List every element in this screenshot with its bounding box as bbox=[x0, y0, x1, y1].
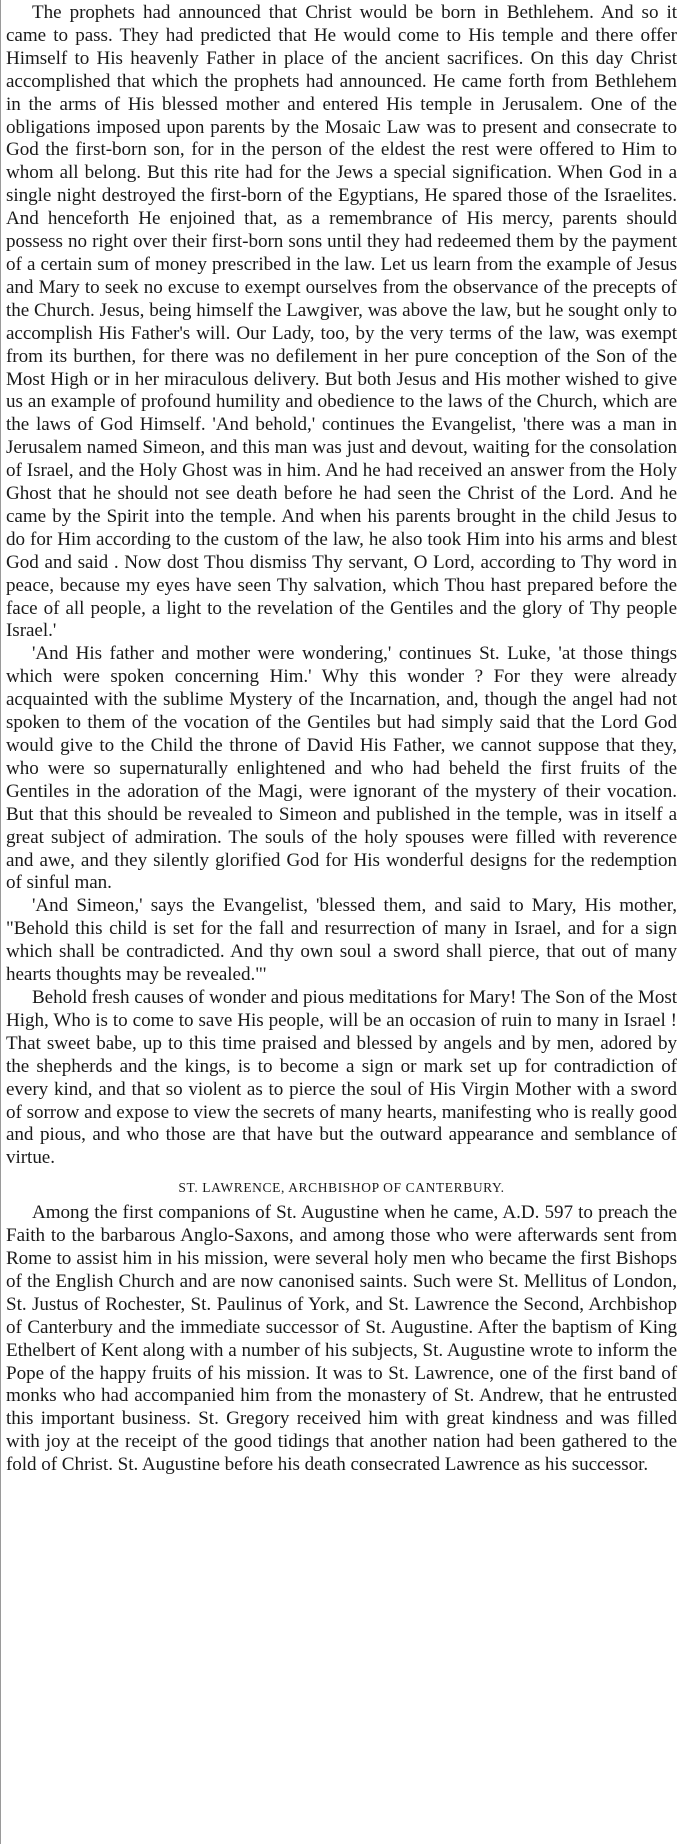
paragraph-meditations-for-mary: Behold fresh causes of wonder and pious meditations for Mary! The Son of the Most High, Who is to come to save His people, will be an occasion of ruin to many in Israel ! That sweet babe, up to this time praised and blessed by angels and by men, adored by the shepherds and the kings, is to become a sign or mark set up for contradiction of every kind, and that so violent as to pierce the soul of His Virgin Mother with a sword of sorrow and expose to view the secrets of many hearts, manifesting who is really good and pious, and who those are that have but the outward appearance and semblance of virtue. bbox=[6, 986, 677, 1169]
paragraph-st-lawrence: Among the first companions of St. Augustine when he came, A.D. 597 to preach the Faith to the barbarous Anglo-Saxons, and among those who were afterwards sent from Rome to assist him in his mission, were several holy men who became the first Bishops of the English Church and are now canonised saints. Such were St. Mellitus of London, St. Justus of Rochester, St. Paulinus of York, and St. Lawrence the Second, Archbishop of Canterbury and the immediate successor of St. Augustine. After the baptism of King Ethelbert of Kent along with a number of his subjects, St. Augustine wrote to inform the Pope of the happy fruits of his mission. It was to St. Lawrence, one of the first band of monks who had accompanied him from the monastery of St. Andrew, that he entrusted this important business. St. Gregory received him with great kindness and was filled with joy at the receipt of the good tidings that another nation had been gathered to the fold of Christ. St. Augustine before his death consecrated Lawrence as his successor. bbox=[6, 1202, 677, 1476]
paragraph-presentation-in-temple: The prophets had announced that Christ would be born in Bethlehem. And so it came to pass. They had predicted that He would come to His temple and there offer Himself to His heavenly Father in place of the ancient sacrifices. On this day Christ accomplished that which the prophets had announced. He came forth from Bethlehem in the arms of His blessed mother and entered His temple in Jerusalem. One of the obligations imposed upon parents by the Mosaic Law was to present and consecrate to God the first-born son, for in the person of the eldest the rest were offered to Him to whom all belong. But this rite had for the Jews a special signification. When God in a single night destroyed the first-born of the Egyptians, He spared those of the Israelites. And henceforth He enjoined that, as a remembrance of His mercy, parents should possess no right over their first-born sons until they had redeemed them by the payment of a certain sum of money prescribed in the law. Let us learn from the example of Jesus and Mary to seek no excuse to exempt ourselves from the observance of the precepts of the Church. Jesus, being himself the Lawgiver, was above the law, but he sought only to accomplish His Father's will. Our Lady, too, by the very terms of the law, was exempt from its burthen, for there was no defilement in her pure conception of the Son of the Most High or in her miraculous delivery. But both Jesus and His mother wished to give us an example of profound humility and obedience to the laws of the Church, which are the laws of God Himself. 'And behold,' continues the Evangelist, 'there was a man in Jerusalem named Simeon, and this man was just and devout, waiting for the consolation of Israel, and the Holy Ghost was in him. And he had received an answer from the Holy Ghost that he should not see death before he had seen the Christ of the Lord. And he came by the Spirit into the temple. And when his parents brought in the child Jesus to do for Him according to the custom of the law, he also took Him into his arms and blest God and said . Now dost Thou dismiss Thy servant, O Lord, according to Thy word in peace, because my eyes have seen Thy salvation, which Thou hast prepared before the face of all people, a light to the revelation of the Gentiles and the glory of Thy people Israel.' bbox=[6, 2, 677, 642]
paragraph-wondering-parents: 'And His father and mother were wondering,' continues St. Luke, 'at those things which were spoken concerning Him.' Why this wonder ? For they were already acquainted with the sublime Mystery of the Incarnation, and, though the angel had not spoken to them of the vocation of the Gentiles but had simply said that the Lord God would give to the Child the throne of David His Father, we cannot suppose that they, who were so supernaturally enlightened and who had beheld the first fruits of the Gentiles in the adoration of the Magi, were ignorant of the mystery of their vocation. But that this should be revealed to Simeon and published in the temple, was in itself a great subject of admiration. The souls of the holy spouses were filled with reverence and awe, and they silently glorified God for His wonderful designs for the redemption of sinful man. bbox=[6, 643, 677, 894]
section-heading: ST. LAWRENCE, ARCHBISHOP OF CANTERBURY. bbox=[178, 1180, 505, 1196]
paragraph-simeon-prophecy: 'And Simeon,' says the Evangelist, 'blessed them, and said to Mary, His mother, "Behold this child is set for the fall and resurrection of many in Israel, and for a sign which shall be contradicted. And thy own soul a sword shall pierce, that out of many hearts thoughts may be revealed."' bbox=[6, 895, 677, 986]
